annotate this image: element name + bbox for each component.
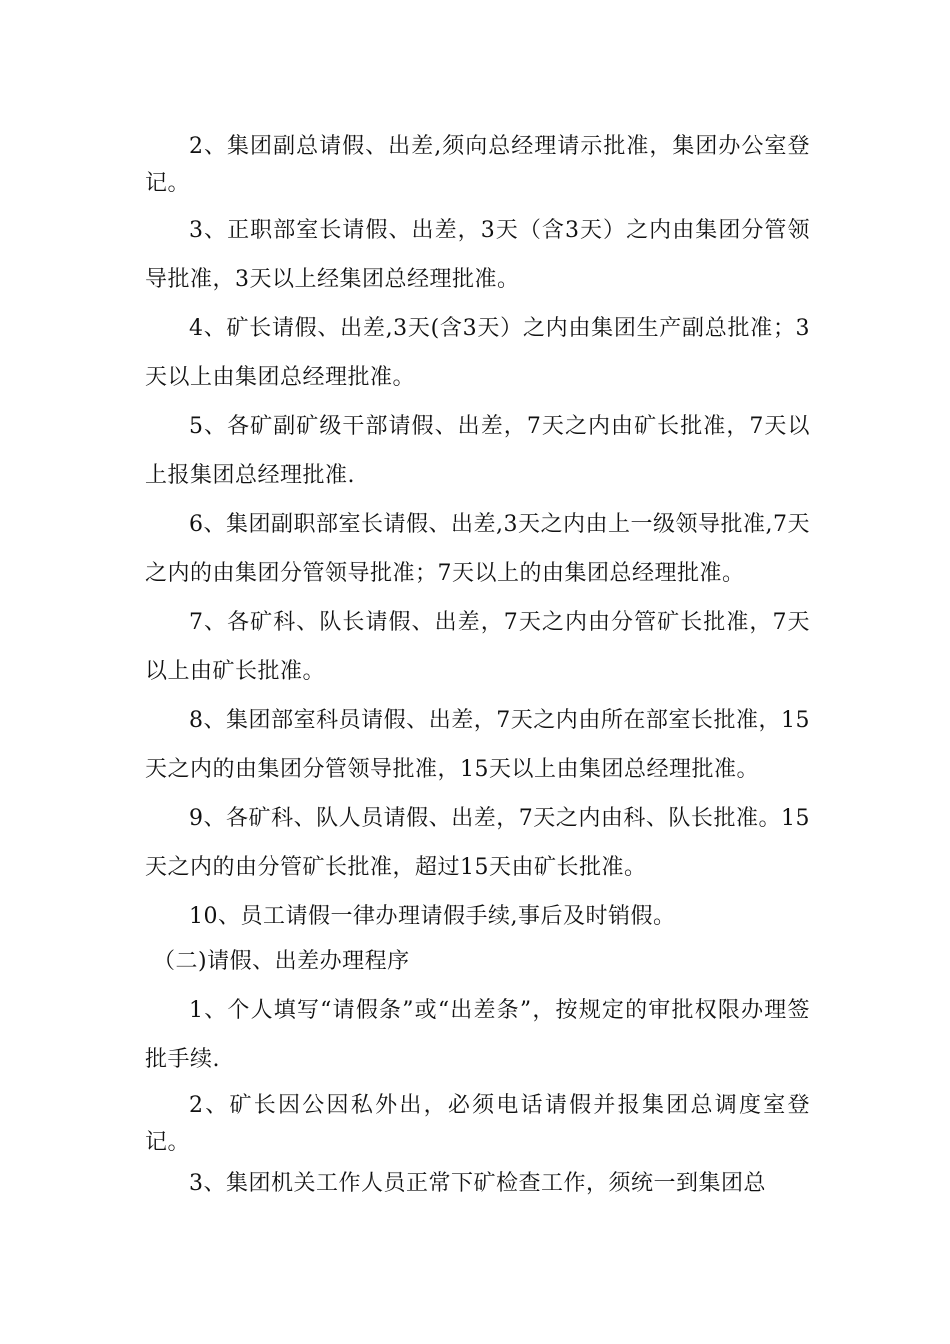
section-heading: （二)请假、出差办理程序 xyxy=(153,949,410,974)
paragraph-item-5: 5、各矿副矿级干部请假、出差，7天之内由矿长批准，7天以上报集团总经理批准. xyxy=(145,414,810,488)
paragraph-item-7: 7、各矿科、队长请假、出差，7天之内由分管矿长批准，7天以上由矿长批准。 xyxy=(145,610,810,684)
paragraph-item-3: 3、正职部室长请假、出差，3天（含3天）之内由集团分管领导批准，3天以上经集团总经理批准。 xyxy=(145,218,810,292)
paragraph-item-8: 8、集团部室科员请假、出差，7天之内由所在部室长批准，15天之内的由集团分管领导批准，15天以上由集团总经理批准。 xyxy=(145,708,810,782)
paragraph-item-2: 2、集团副总请假、出差,须向总经理请示批准，集团办公室登记。 xyxy=(145,134,810,196)
procedure-item-1: 1、个人填写“请假条”或“出差条”，按规定的审批权限办理签批手续. xyxy=(145,998,810,1072)
procedure-item-3: 3、集团机关工作人员正常下矿检查工作，须统一到集团总 xyxy=(189,1171,766,1196)
paragraph-item-10: 10、员工请假一律办理请假手续,事后及时销假。 xyxy=(189,904,676,929)
paragraph-item-6: 6、集团副职部室长请假、出差,3天之内由上一级领导批准,7天之内的由集团分管领导批准；7天以上的由集团总经理批准。 xyxy=(145,512,810,586)
paragraph-item-9: 9、各矿科、队人员请假、出差，7天之内由科、队长批准。15天之内的由分管矿长批准，超过15天由矿长批准。 xyxy=(145,806,810,880)
document-body xyxy=(145,128,810,1202)
paragraph-item-4: 4、矿长请假、出差,3天(含3天）之内由集团生产副总批准；3天以上由集团总经理批准。 xyxy=(145,316,810,390)
procedure-item-2: 2、矿长因公因私外出，必须电话请假并报集团总调度室登记。 xyxy=(145,1093,810,1155)
